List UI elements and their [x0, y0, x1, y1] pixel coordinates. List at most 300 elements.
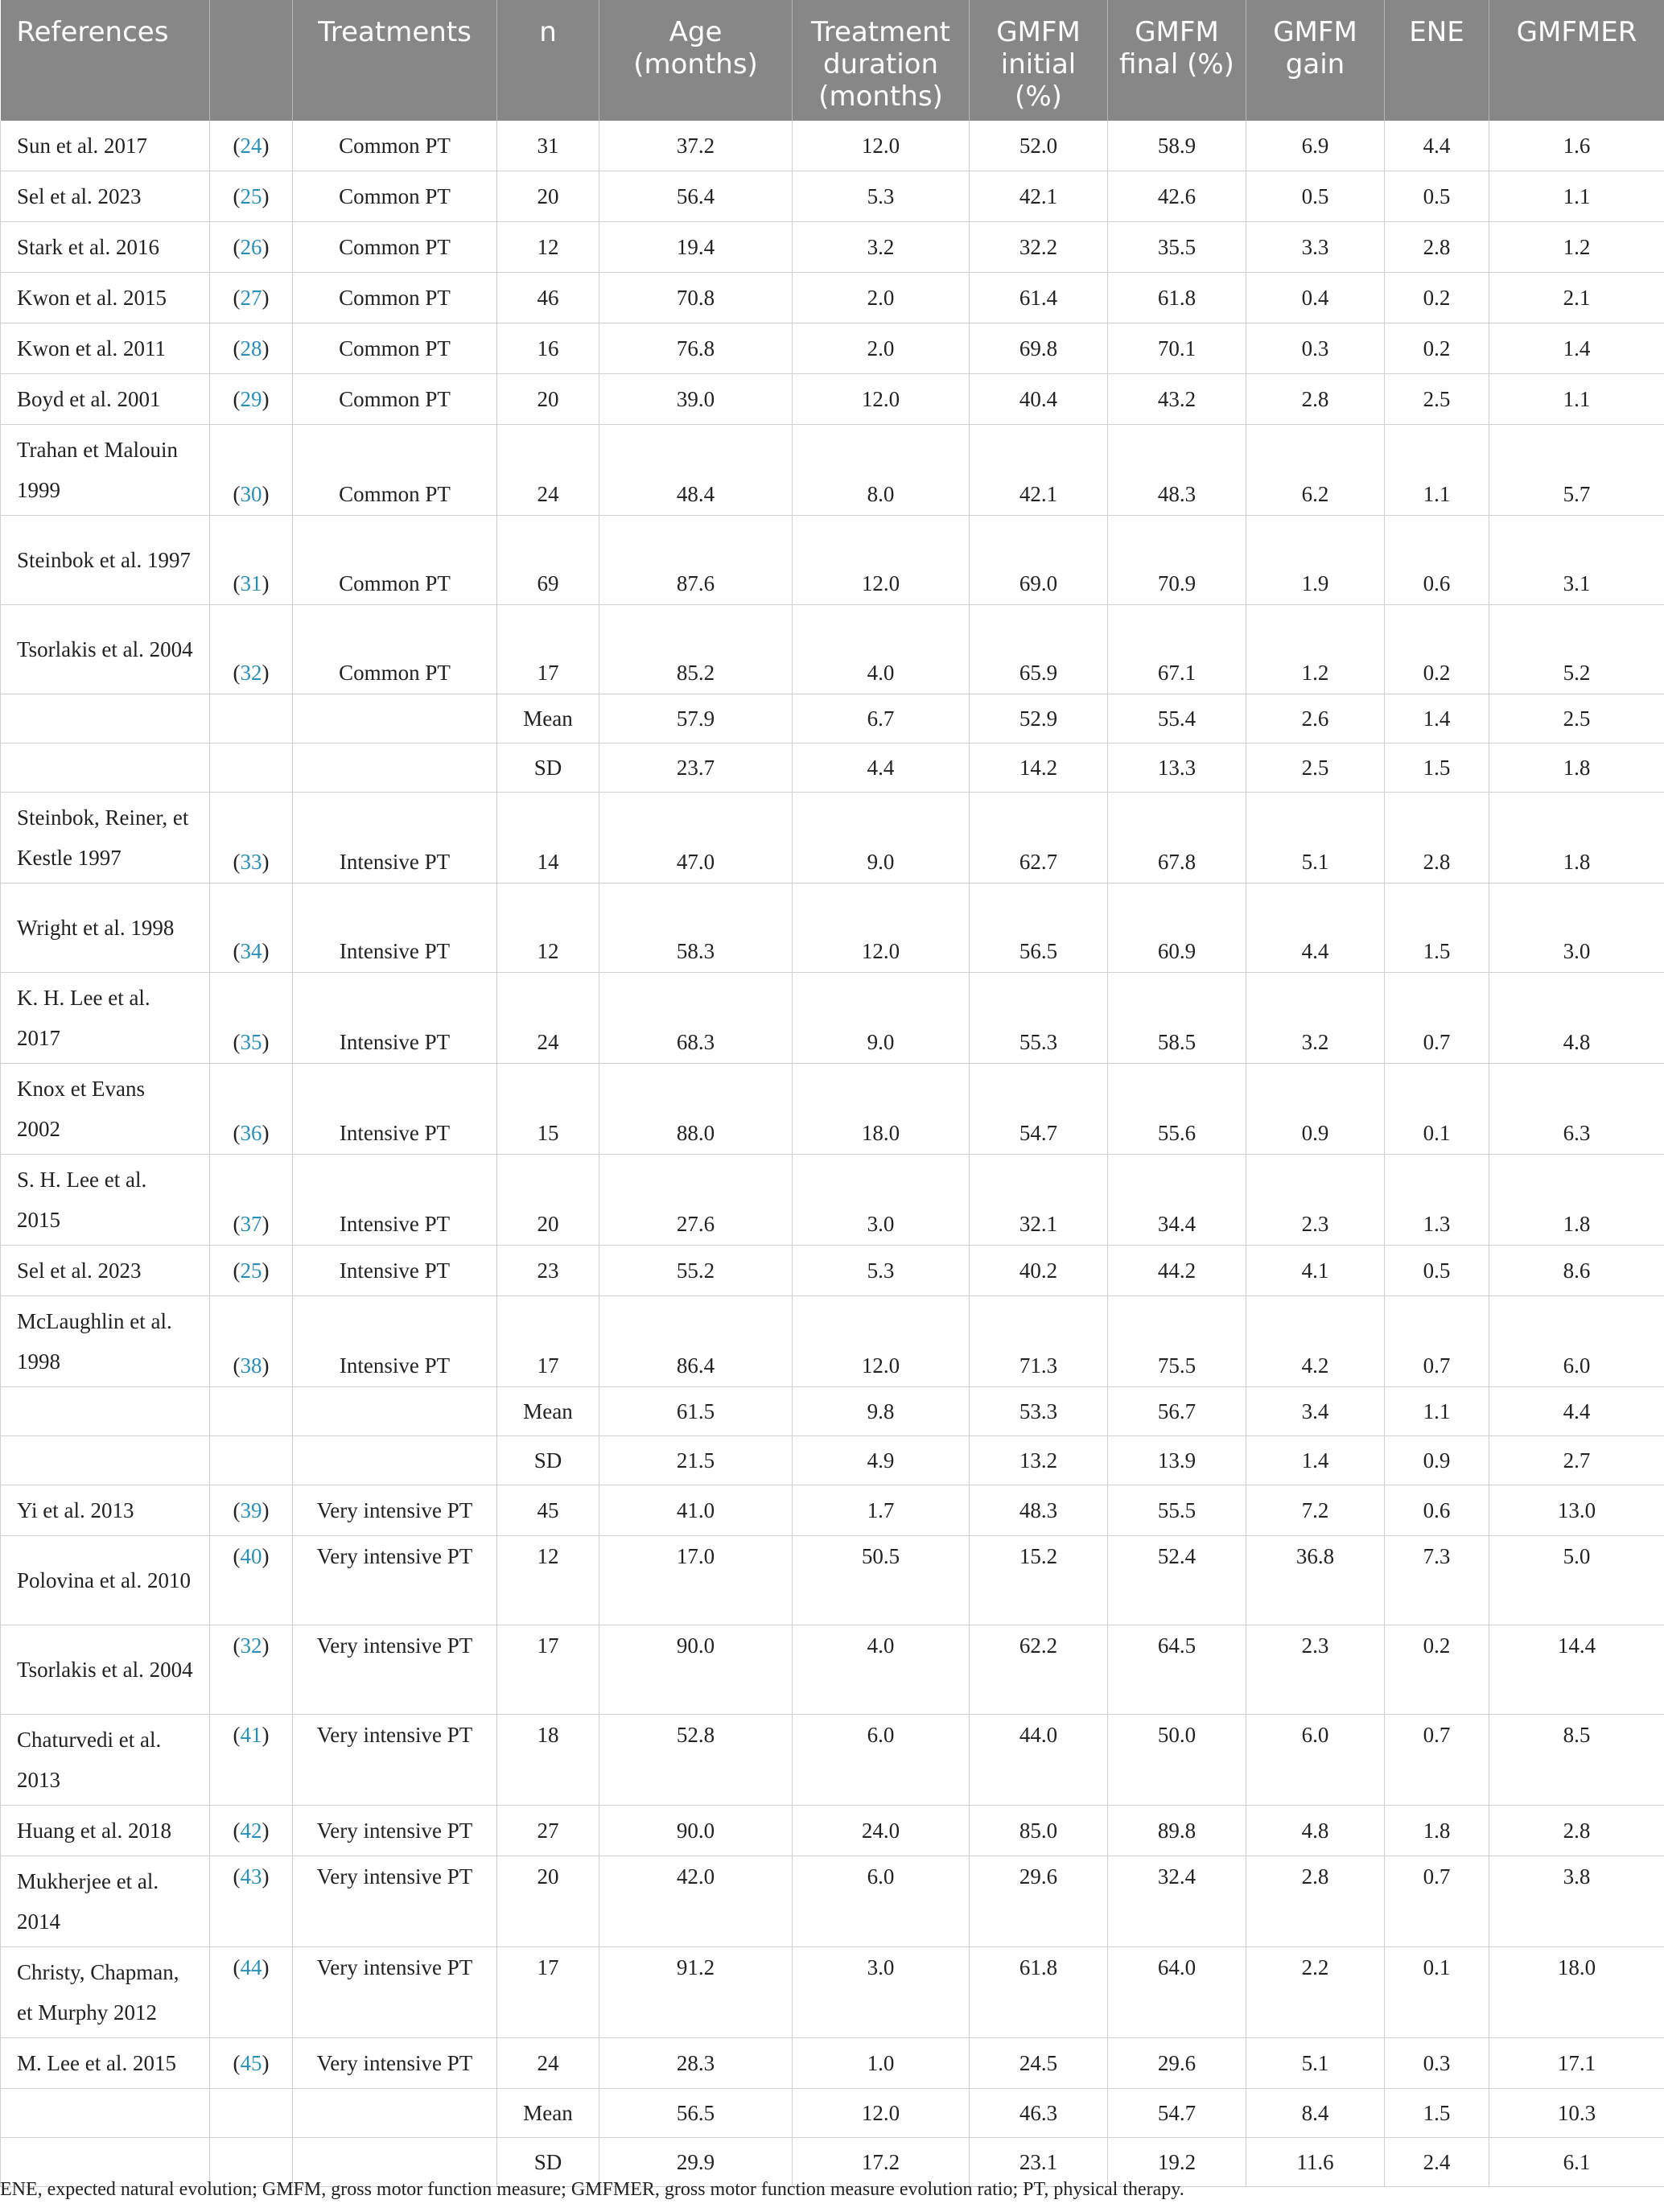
reference-cell-empty: [1, 694, 210, 744]
cell-gmfmer: 2.5: [1489, 694, 1664, 744]
cell-gmfm-initial: 13.2: [970, 1436, 1108, 1485]
cell-ene: 0.6: [1385, 516, 1489, 605]
cell-gmfm-final: 13.9: [1108, 1436, 1246, 1485]
cell-gmfm-initial: 62.2: [970, 1625, 1108, 1715]
cell-age: 42.0: [599, 1856, 793, 1947]
reference-cell: Sel et al. 2023: [1, 171, 210, 222]
reference-cell: Christy, Chapman, et Murphy 2012: [1, 1947, 210, 2038]
citation-link[interactable]: 30: [240, 482, 262, 506]
summary-label: SD: [497, 1436, 599, 1485]
cell-age: 55.2: [599, 1246, 793, 1296]
citation-link[interactable]: 41: [240, 1723, 262, 1747]
summary-row: [1, 694, 1664, 744]
citation-cell: (43): [210, 1856, 293, 1947]
cell-duration: 6.7: [793, 694, 970, 744]
citation-cell: (37): [210, 1155, 293, 1246]
cell-gmfm-initial: 61.8: [970, 1947, 1108, 2038]
cell-gmfm-gain: 2.3: [1246, 1155, 1385, 1246]
reference-cell: Kwon et al. 2015: [1, 273, 210, 323]
reference-cell: Tsorlakis et al. 2004: [1, 1625, 210, 1715]
cell-age: 39.0: [599, 374, 793, 425]
cell-gmfm-initial: 65.9: [970, 605, 1108, 694]
cell-gmfm-final: 56.7: [1108, 1387, 1246, 1436]
citation-cell: (33): [210, 793, 293, 884]
treatment-cell: Common PT: [293, 222, 497, 273]
citation-cell: (45): [210, 2038, 293, 2089]
table-row: [1, 793, 1664, 884]
cell-ene: 1.5: [1385, 884, 1489, 973]
reference-cell: Polovina et al. 2010: [1, 1536, 210, 1625]
citation-cell-empty: [210, 2089, 293, 2138]
table-row: [1, 425, 1664, 516]
cell-age: 56.5: [599, 2089, 793, 2138]
treatment-cell: Common PT: [293, 374, 497, 425]
cell-gmfm-gain: 3.3: [1246, 222, 1385, 273]
citation-link[interactable]: 39: [240, 1497, 262, 1522]
cell-age: 56.4: [599, 171, 793, 222]
cell-n: 14: [497, 793, 599, 884]
cell-gmfmer: 1.1: [1489, 171, 1664, 222]
cell-gmfm-gain: 4.1: [1246, 1246, 1385, 1296]
citation-link[interactable]: 35: [240, 1030, 262, 1054]
cell-gmfm-initial: 23.1: [970, 2138, 1108, 2187]
summary-label: Mean: [497, 1387, 599, 1436]
cell-age: 68.3: [599, 973, 793, 1064]
cell-n: 17: [497, 1296, 599, 1387]
cell-gmfm-final: 55.5: [1108, 1485, 1246, 1536]
cell-gmfm-final: 29.6: [1108, 2038, 1246, 2089]
reference-cell: S. H. Lee et al. 2015: [1, 1155, 210, 1246]
cell-gmfmer: 4.4: [1489, 1387, 1664, 1436]
reference-cell: Tsorlakis et al. 2004: [1, 605, 210, 694]
cell-duration: 17.2: [793, 2138, 970, 2187]
cell-ene: 0.6: [1385, 1485, 1489, 1536]
cell-age: 58.3: [599, 884, 793, 973]
cell-gmfm-final: 35.5: [1108, 222, 1246, 273]
cell-n: 17: [497, 605, 599, 694]
reference-cell-empty: [1, 744, 210, 793]
reference-cell: K. H. Lee et al. 2017: [1, 973, 210, 1064]
cell-gmfmer: 3.8: [1489, 1856, 1664, 1947]
cell-gmfmer: 1.4: [1489, 323, 1664, 374]
cell-n: 23: [497, 1246, 599, 1296]
cell-gmfm-final: 48.3: [1108, 425, 1246, 516]
treatment-cell: Very intensive PT: [293, 1485, 497, 1536]
cell-gmfmer: 1.8: [1489, 744, 1664, 793]
citation-cell: (44): [210, 1947, 293, 2038]
cell-gmfm-final: 44.2: [1108, 1246, 1246, 1296]
cell-age: 47.0: [599, 793, 793, 884]
cell-gmfm-gain: 2.6: [1246, 694, 1385, 744]
citation-cell: (31): [210, 516, 293, 605]
cell-gmfm-final: 19.2: [1108, 2138, 1246, 2187]
cell-gmfm-final: 55.6: [1108, 1064, 1246, 1155]
treatment-cell: Common PT: [293, 605, 497, 694]
cell-gmfm-initial: 40.4: [970, 374, 1108, 425]
cell-gmfm-initial: 48.3: [970, 1485, 1108, 1536]
table-row: [1, 374, 1664, 425]
citation-cell: (27): [210, 273, 293, 323]
cell-gmfm-final: 58.5: [1108, 973, 1246, 1064]
header-citation: [210, 0, 293, 121]
citation-cell-empty: [210, 744, 293, 793]
cell-gmfm-final: 61.8: [1108, 273, 1246, 323]
reference-cell: Steinbok et al. 1997: [1, 516, 210, 605]
header-gmfm-initial: GMFM initial (%): [970, 0, 1108, 121]
cell-n: 20: [497, 374, 599, 425]
cell-gmfm-initial: 24.5: [970, 2038, 1108, 2089]
table-row: [1, 1536, 1664, 1625]
cell-gmfm-gain: 36.8: [1246, 1536, 1385, 1625]
header-ene: ENE: [1385, 0, 1489, 121]
cell-gmfm-gain: 0.3: [1246, 323, 1385, 374]
citation-link[interactable]: 45: [240, 2050, 262, 2075]
reference-cell: M. Lee et al. 2015: [1, 2038, 210, 2089]
treatment-cell: Intensive PT: [293, 1296, 497, 1387]
cell-duration: 24.0: [793, 1806, 970, 1856]
cell-gmfm-final: 67.8: [1108, 793, 1246, 884]
citation-cell: (30): [210, 425, 293, 516]
cell-age: 70.8: [599, 273, 793, 323]
cell-gmfm-initial: 69.0: [970, 516, 1108, 605]
citation-cell: (38): [210, 1296, 293, 1387]
cell-ene: 1.8: [1385, 1806, 1489, 1856]
citation-link[interactable]: 40: [240, 1544, 262, 1568]
citation-link[interactable]: 25: [240, 1258, 262, 1283]
citation-link[interactable]: 36: [240, 1121, 262, 1145]
cell-gmfm-gain: 3.4: [1246, 1387, 1385, 1436]
cell-ene: 0.7: [1385, 1296, 1489, 1387]
treatment-cell: Very intensive PT: [293, 1856, 497, 1947]
reference-cell: Trahan et Malouin 1999: [1, 425, 210, 516]
reference-cell: Yi et al. 2013: [1, 1485, 210, 1536]
citation-cell: (39): [210, 1485, 293, 1536]
table-footnote: ENE, expected natural evolution; GMFM, gross motor function measure; GMFMER, gross motor function measure evolution ratio; PT, physical therapy.: [0, 2179, 1184, 2200]
treatment-cell: Very intensive PT: [293, 1947, 497, 2038]
cell-ene: 2.8: [1385, 222, 1489, 273]
citation-cell: (24): [210, 121, 293, 171]
cell-ene: 0.7: [1385, 1856, 1489, 1947]
citation-link[interactable]: 32: [240, 1633, 262, 1658]
cell-ene: 1.1: [1385, 425, 1489, 516]
cell-gmfmer: 14.4: [1489, 1625, 1664, 1715]
cell-gmfm-gain: 1.4: [1246, 1436, 1385, 1485]
citation-link[interactable]: 34: [240, 939, 262, 963]
reference-cell-empty: [1, 2089, 210, 2138]
cell-n: 15: [497, 1064, 599, 1155]
citation-link[interactable]: 43: [240, 1864, 262, 1889]
cell-gmfm-initial: 14.2: [970, 744, 1108, 793]
citation-link[interactable]: 32: [240, 661, 262, 685]
reference-cell: Huang et al. 2018: [1, 1806, 210, 1856]
citation-cell: (25): [210, 1246, 293, 1296]
cell-gmfm-initial: 54.7: [970, 1064, 1108, 1155]
cell-gmfm-final: 34.4: [1108, 1155, 1246, 1246]
cell-n: 20: [497, 1155, 599, 1246]
cell-ene: 4.4: [1385, 121, 1489, 171]
summary-row: [1, 744, 1664, 793]
cell-age: 28.3: [599, 2038, 793, 2089]
cell-gmfm-initial: 15.2: [970, 1536, 1108, 1625]
cell-n: 12: [497, 222, 599, 273]
cell-gmfm-gain: 2.3: [1246, 1625, 1385, 1715]
cell-ene: 2.4: [1385, 2138, 1489, 2187]
treatment-cell: Common PT: [293, 121, 497, 171]
cell-gmfm-initial: 56.5: [970, 884, 1108, 973]
cell-gmfm-final: 58.9: [1108, 121, 1246, 171]
reference-cell: Chaturvedi et al. 2013: [1, 1715, 210, 1806]
cell-age: 57.9: [599, 694, 793, 744]
treatment-cell: Common PT: [293, 516, 497, 605]
citation-link[interactable]: 42: [240, 1818, 262, 1843]
citation-cell-empty: [210, 694, 293, 744]
citation-cell: (25): [210, 171, 293, 222]
cell-gmfm-gain: 6.2: [1246, 425, 1385, 516]
citation-cell: (26): [210, 222, 293, 273]
cell-gmfm-initial: 32.2: [970, 222, 1108, 273]
cell-gmfm-final: 32.4: [1108, 1856, 1246, 1947]
citation-link[interactable]: 31: [240, 571, 262, 595]
cell-age: 37.2: [599, 121, 793, 171]
reference-cell: Wright et al. 1998: [1, 884, 210, 973]
table-row: [1, 973, 1664, 1064]
cell-ene: 0.7: [1385, 1715, 1489, 1806]
reference-cell-empty: [1, 1387, 210, 1436]
cell-n: 12: [497, 884, 599, 973]
treatment-cell: Very intensive PT: [293, 2038, 497, 2089]
header-age: Age (months): [599, 0, 793, 121]
reference-cell-empty: [1, 1436, 210, 1485]
table-row: [1, 1856, 1664, 1947]
treatment-cell: Very intensive PT: [293, 1806, 497, 1856]
cell-ene: 0.2: [1385, 605, 1489, 694]
cell-ene: 0.2: [1385, 273, 1489, 323]
cell-gmfmer: 3.1: [1489, 516, 1664, 605]
cell-n: 18: [497, 1715, 599, 1806]
citation-link[interactable]: 28: [240, 336, 262, 360]
cell-ene: 1.4: [1385, 694, 1489, 744]
citation-link[interactable]: 26: [240, 234, 262, 259]
summary-label: SD: [497, 744, 599, 793]
cell-duration: 2.0: [793, 323, 970, 374]
cell-gmfm-gain: 1.2: [1246, 605, 1385, 694]
cell-gmfm-final: 55.4: [1108, 694, 1246, 744]
cell-gmfmer: 17.1: [1489, 2038, 1664, 2089]
cell-age: 21.5: [599, 1436, 793, 1485]
table-row: [1, 1947, 1664, 2038]
cell-gmfmer: 13.0: [1489, 1485, 1664, 1536]
cell-gmfmer: 2.7: [1489, 1436, 1664, 1485]
cell-gmfm-gain: 6.9: [1246, 121, 1385, 171]
citation-link[interactable]: 37: [240, 1212, 262, 1236]
treatment-cell-empty: [293, 2089, 497, 2138]
cell-duration: 3.2: [793, 222, 970, 273]
cell-gmfm-initial: 42.1: [970, 171, 1108, 222]
cell-duration: 12.0: [793, 516, 970, 605]
table-row: [1, 1064, 1664, 1155]
summary-row: [1, 1436, 1664, 1485]
cell-gmfm-final: 67.1: [1108, 605, 1246, 694]
cell-duration: 9.0: [793, 973, 970, 1064]
cell-gmfm-initial: 32.1: [970, 1155, 1108, 1246]
cell-age: 86.4: [599, 1296, 793, 1387]
citation-cell: (28): [210, 323, 293, 374]
cell-age: 48.4: [599, 425, 793, 516]
cell-n: 45: [497, 1485, 599, 1536]
cell-age: 85.2: [599, 605, 793, 694]
table-row: [1, 1296, 1664, 1387]
cell-duration: 1.7: [793, 1485, 970, 1536]
cell-duration: 5.3: [793, 1246, 970, 1296]
treatment-cell: Common PT: [293, 425, 497, 516]
cell-gmfm-gain: 0.5: [1246, 171, 1385, 222]
cell-duration: 8.0: [793, 425, 970, 516]
treatment-cell: Common PT: [293, 273, 497, 323]
cell-gmfm-initial: 62.7: [970, 793, 1108, 884]
cell-ene: 0.2: [1385, 1625, 1489, 1715]
cell-gmfm-initial: 61.4: [970, 273, 1108, 323]
cell-duration: 12.0: [793, 374, 970, 425]
cell-gmfm-gain: 5.1: [1246, 793, 1385, 884]
cell-duration: 5.3: [793, 171, 970, 222]
cell-ene: 0.1: [1385, 1947, 1489, 2038]
cell-n: 31: [497, 121, 599, 171]
cell-n: 24: [497, 425, 599, 516]
cell-n: 24: [497, 2038, 599, 2089]
cell-gmfm-gain: 2.2: [1246, 1947, 1385, 2038]
cell-n: 16: [497, 323, 599, 374]
cell-gmfmer: 1.1: [1489, 374, 1664, 425]
cell-gmfm-gain: 4.4: [1246, 884, 1385, 973]
cell-age: 41.0: [599, 1485, 793, 1536]
cell-gmfm-gain: 7.2: [1246, 1485, 1385, 1536]
summary-row: [1, 1387, 1664, 1436]
citation-cell: (40): [210, 1536, 293, 1625]
cell-ene: 0.7: [1385, 973, 1489, 1064]
citation-link[interactable]: 44: [240, 1955, 262, 1979]
table-row: [1, 273, 1664, 323]
cell-n: 20: [497, 171, 599, 222]
cell-gmfm-initial: 52.9: [970, 694, 1108, 744]
citation-cell: (32): [210, 605, 293, 694]
cell-n: 69: [497, 516, 599, 605]
treatment-cell-empty: [293, 1436, 497, 1485]
cell-gmfm-final: 60.9: [1108, 884, 1246, 973]
cell-gmfmer: 8.5: [1489, 1715, 1664, 1806]
cell-duration: 3.0: [793, 1947, 970, 2038]
cell-gmfm-final: 89.8: [1108, 1806, 1246, 1856]
table-row: [1, 121, 1664, 171]
cell-age: 90.0: [599, 1806, 793, 1856]
citation-link[interactable]: 27: [240, 285, 262, 310]
cell-age: 76.8: [599, 323, 793, 374]
table-row: [1, 323, 1664, 374]
reference-cell: Steinbok, Reiner, et Kestle 1997: [1, 793, 210, 884]
cell-gmfmer: 5.2: [1489, 605, 1664, 694]
cell-n: 46: [497, 273, 599, 323]
cell-duration: 12.0: [793, 121, 970, 171]
cell-duration: 9.8: [793, 1387, 970, 1436]
cell-age: 29.9: [599, 2138, 793, 2187]
cell-gmfm-final: 70.9: [1108, 516, 1246, 605]
cell-gmfm-gain: 2.8: [1246, 374, 1385, 425]
table-row: [1, 2038, 1664, 2089]
cell-duration: 6.0: [793, 1856, 970, 1947]
treatment-cell-empty: [293, 1387, 497, 1436]
cell-duration: 1.0: [793, 2038, 970, 2089]
cell-gmfm-initial: 71.3: [970, 1296, 1108, 1387]
cell-duration: 4.0: [793, 1625, 970, 1715]
citation-cell: (36): [210, 1064, 293, 1155]
cell-gmfmer: 10.3: [1489, 2089, 1664, 2138]
summary-label: Mean: [497, 2089, 599, 2138]
header-duration: Treatment duration (months): [793, 0, 970, 121]
cell-gmfm-initial: 85.0: [970, 1806, 1108, 1856]
cell-n: 24: [497, 973, 599, 1064]
citation-link[interactable]: 24: [240, 133, 262, 158]
cell-gmfm-gain: 11.6: [1246, 2138, 1385, 2187]
cell-gmfm-gain: 2.8: [1246, 1856, 1385, 1947]
citation-link[interactable]: 33: [240, 850, 262, 874]
cell-gmfmer: 1.2: [1489, 222, 1664, 273]
cell-gmfm-final: 54.7: [1108, 2089, 1246, 2138]
citation-link[interactable]: 25: [240, 183, 262, 208]
citation-cell: (41): [210, 1715, 293, 1806]
cell-gmfmer: 8.6: [1489, 1246, 1664, 1296]
table-header: [1, 0, 1664, 121]
cell-age: 52.8: [599, 1715, 793, 1806]
cell-gmfm-initial: 42.1: [970, 425, 1108, 516]
cell-gmfmer: 1.8: [1489, 793, 1664, 884]
cell-gmfmer: 5.7: [1489, 425, 1664, 516]
table-row: [1, 1485, 1664, 1536]
cell-age: 61.5: [599, 1387, 793, 1436]
header-gmfm-final: GMFM final (%): [1108, 0, 1246, 121]
table-row: [1, 1715, 1664, 1806]
cell-gmfmer: 2.8: [1489, 1806, 1664, 1856]
table-row: [1, 884, 1664, 973]
cell-gmfmer: 6.0: [1489, 1296, 1664, 1387]
header-references: References: [1, 0, 210, 121]
cell-ene: 0.9: [1385, 1436, 1489, 1485]
cell-ene: 0.1: [1385, 1064, 1489, 1155]
cell-ene: 1.5: [1385, 744, 1489, 793]
cell-duration: 12.0: [793, 2089, 970, 2138]
reference-cell: Kwon et al. 2011: [1, 323, 210, 374]
summary-row: [1, 2089, 1664, 2138]
citation-link[interactable]: 38: [240, 1353, 262, 1378]
cell-gmfm-final: 75.5: [1108, 1296, 1246, 1387]
cell-n: 17: [497, 1625, 599, 1715]
reference-cell: Knox et Evans 2002: [1, 1064, 210, 1155]
citation-link[interactable]: 29: [240, 386, 262, 411]
cell-duration: 9.0: [793, 793, 970, 884]
cell-gmfm-gain: 8.4: [1246, 2089, 1385, 2138]
cell-gmfmer: 6.1: [1489, 2138, 1664, 2187]
reference-cell: McLaughlin et al. 1998: [1, 1296, 210, 1387]
header-gmfmer: GMFMER: [1489, 0, 1664, 121]
cell-duration: 3.0: [793, 1155, 970, 1246]
table-row: [1, 1806, 1664, 1856]
table-row: [1, 516, 1664, 605]
treatment-cell: Very intensive PT: [293, 1715, 497, 1806]
cell-ene: 7.3: [1385, 1536, 1489, 1625]
cell-gmfmer: 3.0: [1489, 884, 1664, 973]
treatment-cell: Intensive PT: [293, 1246, 497, 1296]
summary-label: Mean: [497, 694, 599, 744]
cell-gmfm-gain: 4.8: [1246, 1806, 1385, 1856]
treatment-cell: Intensive PT: [293, 884, 497, 973]
